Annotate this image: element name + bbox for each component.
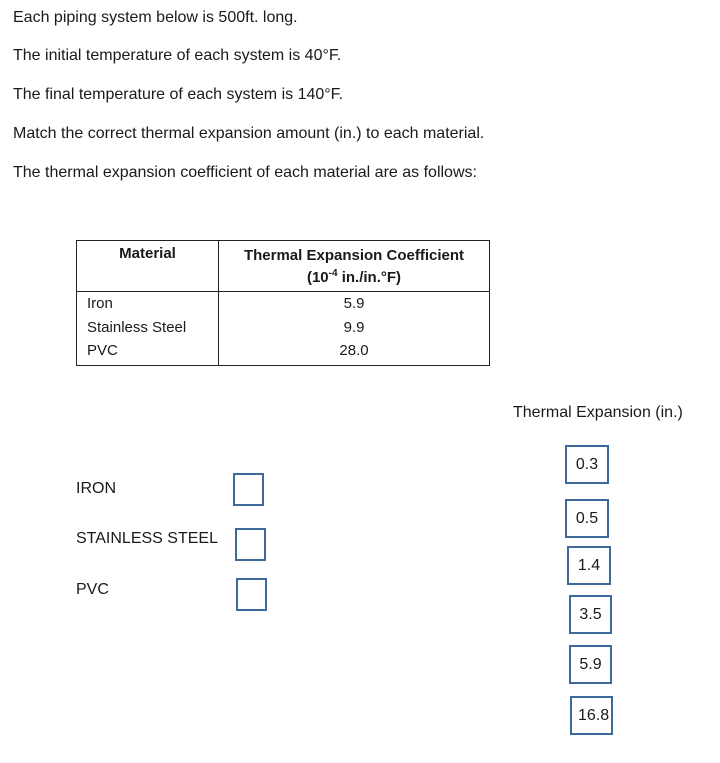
header-coefficient-title: Thermal Expansion Coefficient — [243, 247, 465, 264]
header-coefficient — [219, 241, 490, 292]
table-row — [77, 292, 490, 316]
instruction-match: Match the correct thermal expansion amount (in.) to each material. — [13, 125, 485, 142]
material-cell: Iron — [77, 292, 219, 316]
drop-box-iron[interactable] — [233, 473, 264, 506]
instruction-initial-temp: The initial temperature of each system is 40°F. — [13, 47, 342, 64]
header-coefficient-unit — [229, 267, 479, 289]
instruction-length: Each piping system below is 500ft. long. — [13, 9, 298, 26]
answer-chip[interactable]: 0.3 — [565, 445, 609, 484]
table-row — [77, 339, 490, 365]
target-label-pvc: PVC — [76, 581, 109, 598]
target-label-iron: IRON — [76, 480, 116, 497]
drop-box-pvc[interactable] — [236, 578, 267, 611]
instruction-coefficients: The thermal expansion coefficient of each material are as follows: — [13, 164, 477, 181]
drop-box-stainless-steel[interactable] — [235, 528, 266, 561]
material-cell: Stainless Steel — [77, 316, 219, 340]
instruction-final-temp: The final temperature of each system is 140°F. — [13, 86, 344, 103]
material-cell: PVC — [77, 339, 219, 365]
coefficient-cell: 9.9 — [219, 316, 490, 340]
unit-exponent: -4 — [328, 268, 338, 279]
unit-base: (10 — [306, 269, 329, 286]
coefficient-cell: 28.0 — [219, 339, 490, 365]
answer-chip[interactable]: 5.9 — [569, 645, 612, 684]
table-row — [77, 316, 490, 340]
unit-rest: in./in.°F) — [337, 269, 402, 286]
answer-chip[interactable]: 1.4 — [567, 546, 611, 585]
target-label-stainless-steel: STAINLESS STEEL — [76, 530, 218, 547]
answer-chip[interactable]: 0.5 — [565, 499, 609, 538]
answers-title: Thermal Expansion (in.) — [513, 404, 683, 421]
coefficient-table — [76, 240, 490, 366]
coefficient-cell: 5.9 — [219, 292, 490, 316]
header-material: Material — [77, 241, 219, 292]
answer-chip[interactable]: 16.8 — [570, 696, 613, 735]
answer-chip[interactable]: 3.5 — [569, 595, 612, 634]
